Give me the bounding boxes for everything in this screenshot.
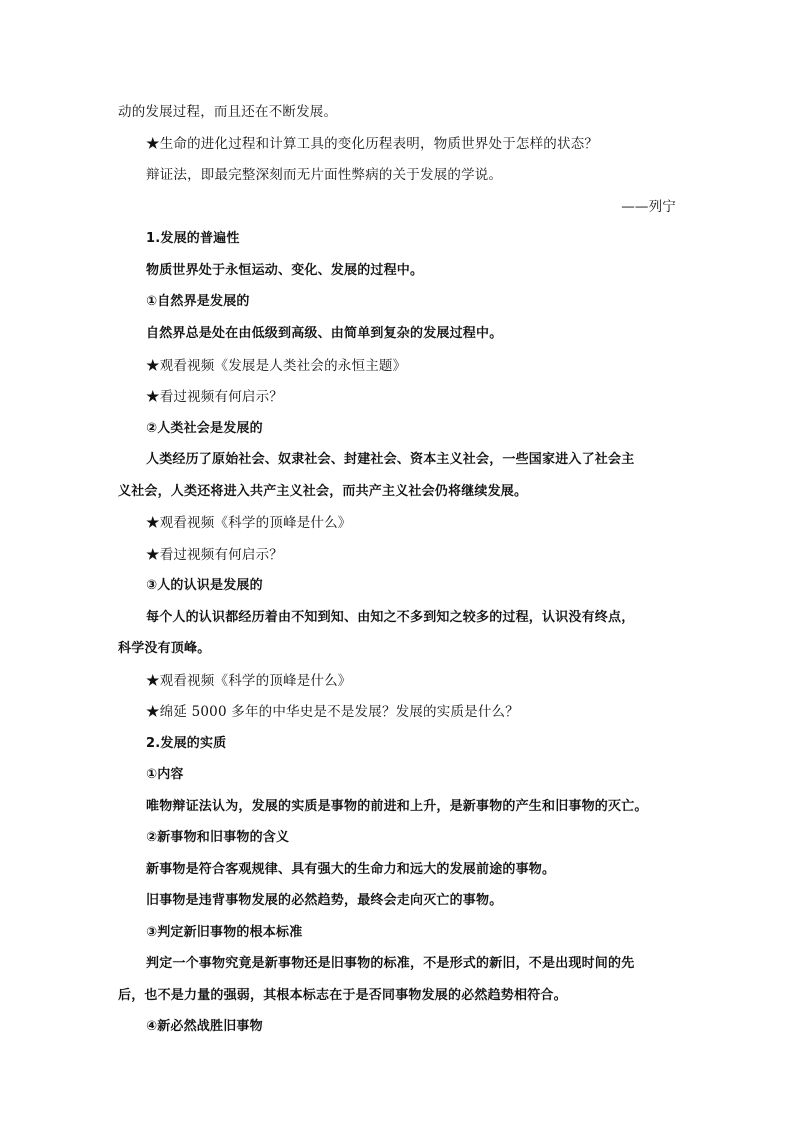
paragraph-line: 自然界总是处在由低级到高级、由简单到复杂的发展过程中。 — [146, 326, 503, 341]
paragraph-line: 人类经历了原始社会、奴隶社会、封建社会、资本主义社会，一些国家进入了社会主 — [146, 452, 635, 467]
section-heading: 1.发展的普遍性 — [146, 231, 240, 246]
subheading: ③人的认识是发展的 — [146, 578, 263, 593]
paragraph-line: 后，也不是力量的强弱，其根本标志在于是否同事物发展的必然趋势相符合。 — [118, 988, 567, 1003]
subheading: ①内容 — [146, 767, 184, 782]
paragraph-line: 新事物是符合客观规律、具有强大的生命力和远大的发展前途的事物。 — [146, 862, 556, 877]
paragraph-line: 动的发展过程，而且还在不断发展。 — [118, 104, 338, 120]
subheading: ④新必然战胜旧事物 — [146, 1019, 263, 1034]
paragraph-line: 旧事物是违背事物发展的必然趋势，最终会走向灭亡的事物。 — [146, 893, 503, 908]
subheading: ②新事物和旧事物的含义 — [146, 830, 290, 845]
subheading: ②人类社会是发展的 — [146, 421, 263, 436]
video-item: ★观看视频《科学的顶峰是什么》 — [146, 515, 352, 531]
paragraph-line: 义社会，人类还将进入共产主义社会，而共产主义社会仍将继续发展。 — [118, 484, 528, 499]
subheading: ③判定新旧事物的根本标准 — [146, 925, 303, 940]
question-line: ★绵延 5000 多年的中华史是不是发展？发展的实质是什么？ — [146, 704, 519, 720]
question-line: ★看过视频有何启示？ — [146, 389, 283, 405]
video-item: ★观看视频《发展是人类社会的永恒主题》 — [146, 358, 407, 374]
question-line: ★生命的进化过程和计算工具的变化历程表明，物质世界处于怎样的状态？ — [146, 136, 599, 152]
paragraph-line: 物质世界处于永恒运动、变化、发展的过程中。 — [146, 263, 424, 278]
quote-line: 辩证法，即最完整深刻而无片面性弊病的关于发展的学说。 — [146, 167, 503, 183]
subheading: ①自然界是发展的 — [146, 294, 250, 309]
paragraph-line: 科学没有顶峰。 — [118, 641, 211, 656]
quote-attribution: ——列宁 — [621, 199, 676, 215]
paragraph-line: 判定一个事物究竟是新事物还是旧事物的标准，不是形式的新旧，不是出现时间的先 — [146, 956, 635, 971]
video-item: ★观看视频《科学的顶峰是什么》 — [146, 673, 352, 689]
paragraph-line: 唯物辩证法认为，发展的实质是事物的前进和上升，是新事物的产生和旧事物的灭亡。 — [146, 799, 648, 814]
question-line: ★看过视频有何启示？ — [146, 547, 283, 563]
paragraph-line: 每个人的认识都经历着由不知到知、由知之不多到知之较多的过程，认识没有终点， — [146, 610, 635, 625]
section-heading: 2.发展的实质 — [146, 736, 227, 751]
